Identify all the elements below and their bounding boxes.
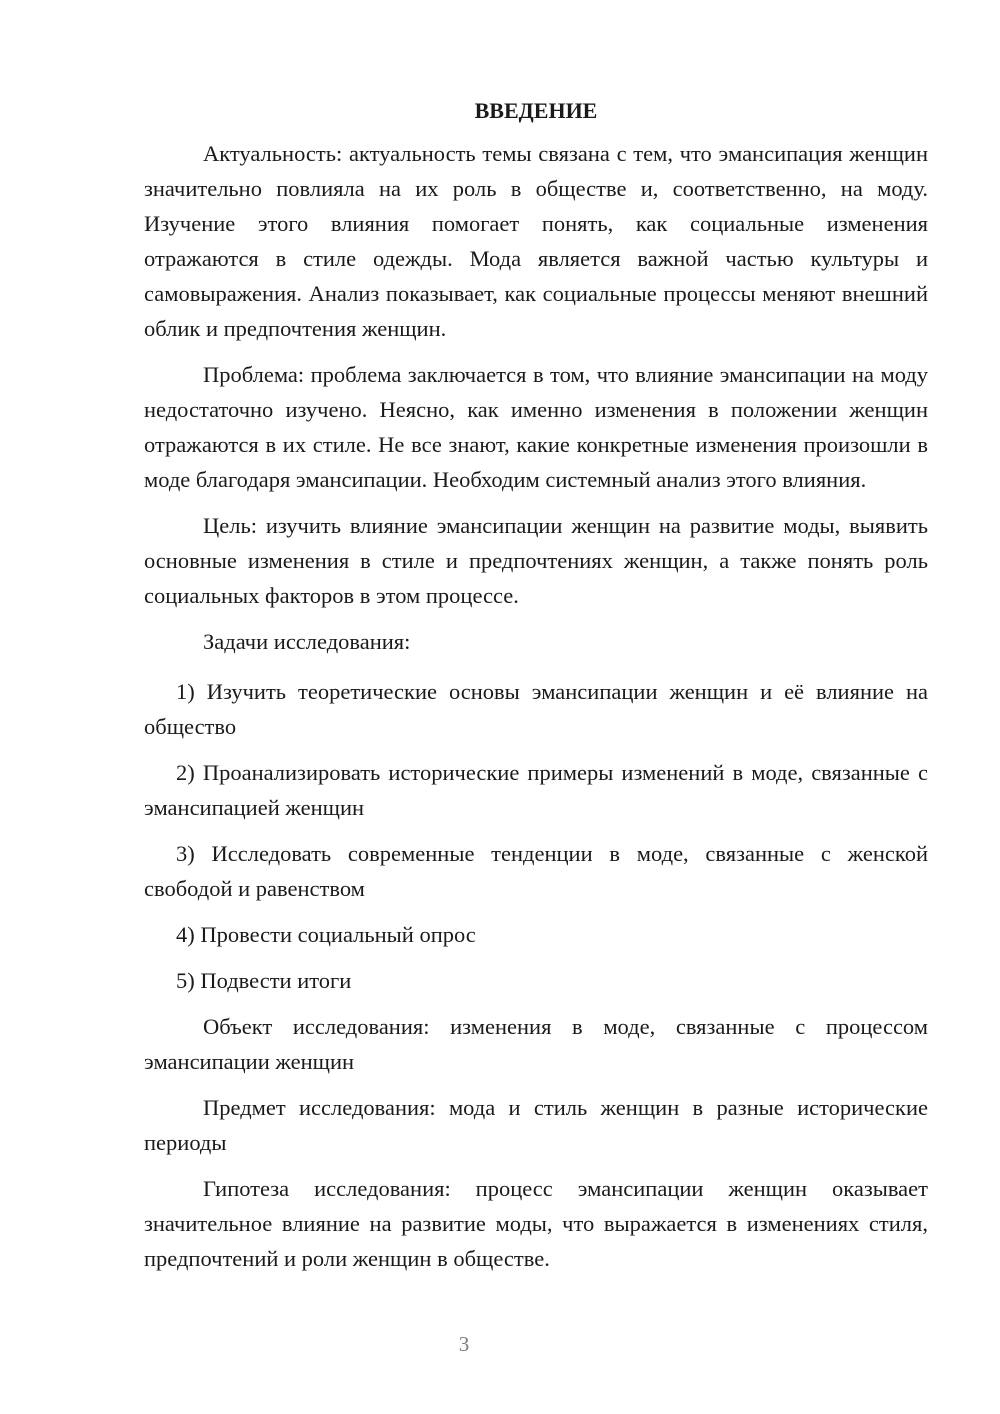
task-item-4: 4) Провести социальный опрос	[176, 922, 476, 947]
paragraph-problem: Проблема: проблема заключается в том, что влияние эмансипации на моду недостаточно изучено. Неясно, как именно изменения в положении женщин отражаются в их стиле. Не все знают, какие конкретные изменения произошли в моде благодаря эмансипации. Необходим системный анализ этого влияния.	[144, 362, 928, 492]
paragraph-goal: Цель: изучить влияние эмансипации женщин на развитие моды, выявить основные изменения в стиле и предпочтениях женщин, а также понять роль социальных факторов в этом процессе.	[144, 513, 928, 608]
task-item-3: 3) Исследовать современные тенденции в моде, связанные с женской свободой и равенством	[144, 841, 928, 901]
page-content	[144, 96, 928, 1287]
task-item-1: 1) Изучить теоретические основы эмансипации женщин и её влияние на общество	[144, 679, 928, 739]
task-item-2: 2) Проанализировать исторические примеры изменений в моде, связанные с эмансипацией женщин	[144, 760, 928, 820]
tasks-heading: Задачи исследования:	[203, 629, 411, 654]
paragraph-relevance: Актуальность: актуальность темы связана с тем, что эмансипация женщин значительно повлияла на их роль в обществе и, соответственно, на моду. Изучение этого влияния помогает понять, как социальные изменения отражаются в стиле одежды. Мода является важной частью культуры и самовыражения. Анализ показывает, как социальные процессы меняют внешний облик и предпочтения женщин.	[144, 141, 928, 341]
paragraph-object: Объект исследования: изменения в моде, связанные с процессом эмансипации женщин	[144, 1014, 928, 1074]
page-number: 3	[458, 1332, 470, 1356]
task-item-5: 5) Подвести итоги	[176, 968, 352, 993]
paragraph-hypothesis: Гипотеза исследования: процесс эмансипации женщин оказывает значительное влияние на развитие моды, что выражается в изменениях стиля, предпочтений и роли женщин в обществе.	[144, 1176, 928, 1271]
paragraph-subject: Предмет исследования: мода и стиль женщин в разные исторические периоды	[144, 1095, 928, 1155]
section-title: ВВЕДЕНИЕ	[474, 98, 598, 123]
